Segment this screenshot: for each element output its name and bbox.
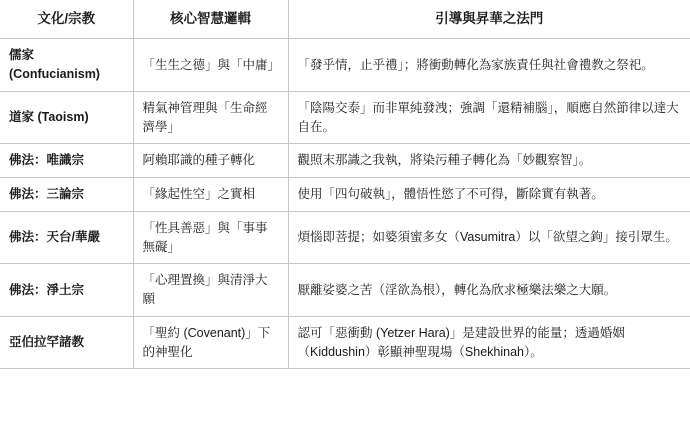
table-row — [0, 316, 690, 369]
cell-culture: 道家 (Taoism) — [0, 91, 133, 144]
table-header-row — [0, 0, 690, 39]
cell-sublimation-path: 認可「惡衝動 (Yetzer Hara)」是建設世界的能量；透過婚姻（Kiddushin）彰顯神聖現場（Shekhinah）。 — [288, 316, 690, 369]
column-header-sublimation-path: 引導與昇華之法門 — [288, 0, 690, 39]
cell-core-logic: 阿賴耶識的種子轉化 — [133, 144, 288, 178]
cell-culture: 佛法：天台/華嚴 — [0, 211, 133, 264]
column-header-core-logic: 核心智慧邏輯 — [133, 0, 288, 39]
cell-sublimation-path: 觀照末那識之我執，將染污種子轉化為「妙觀察智」。 — [288, 144, 690, 178]
cell-culture: 亞伯拉罕諸教 — [0, 316, 133, 369]
cell-culture: 佛法：唯識宗 — [0, 144, 133, 178]
cell-sublimation-path: 厭離娑婆之苦（淫欲為根），轉化為欣求極樂法樂之大願。 — [288, 264, 690, 317]
cell-culture: 儒家 (Confucianism) — [0, 39, 133, 92]
cell-core-logic: 「生生之德」與「中庸」 — [133, 39, 288, 92]
cell-core-logic: 「緣起性空」之實相 — [133, 178, 288, 212]
cell-sublimation-path: 使用「四句破執」，體悟性慾了不可得，斷除實有執著。 — [288, 178, 690, 212]
cell-core-logic: 「心理置換」與清淨大願 — [133, 264, 288, 317]
cell-core-logic: 精氣神管理與「生命經濟學」 — [133, 91, 288, 144]
column-header-culture: 文化/宗教 — [0, 0, 133, 39]
cell-sublimation-path: 「發乎情，止乎禮」；將衝動轉化為家族責任與社會禮教之祭祀。 — [288, 39, 690, 92]
table-row — [0, 39, 690, 92]
cell-culture: 佛法：淨土宗 — [0, 264, 133, 317]
cell-sublimation-path: 「陰陽交泰」而非單純發洩；強調「還精補腦」，順應自然節律以達大自在。 — [288, 91, 690, 144]
cell-culture: 佛法：三論宗 — [0, 178, 133, 212]
table-header — [0, 0, 690, 39]
table-row — [0, 264, 690, 317]
cell-core-logic: 「聖約 (Covenant)」下的神聖化 — [133, 316, 288, 369]
cell-sublimation-path: 煩惱即菩提；如婆須蜜多女（Vasumitra）以「欲望之鉤」接引眾生。 — [288, 211, 690, 264]
cell-core-logic: 「性具善惡」與「事事無礙」 — [133, 211, 288, 264]
table-row — [0, 144, 690, 178]
table-row — [0, 178, 690, 212]
table-body — [0, 39, 690, 369]
table-row — [0, 211, 690, 264]
table-row — [0, 91, 690, 144]
